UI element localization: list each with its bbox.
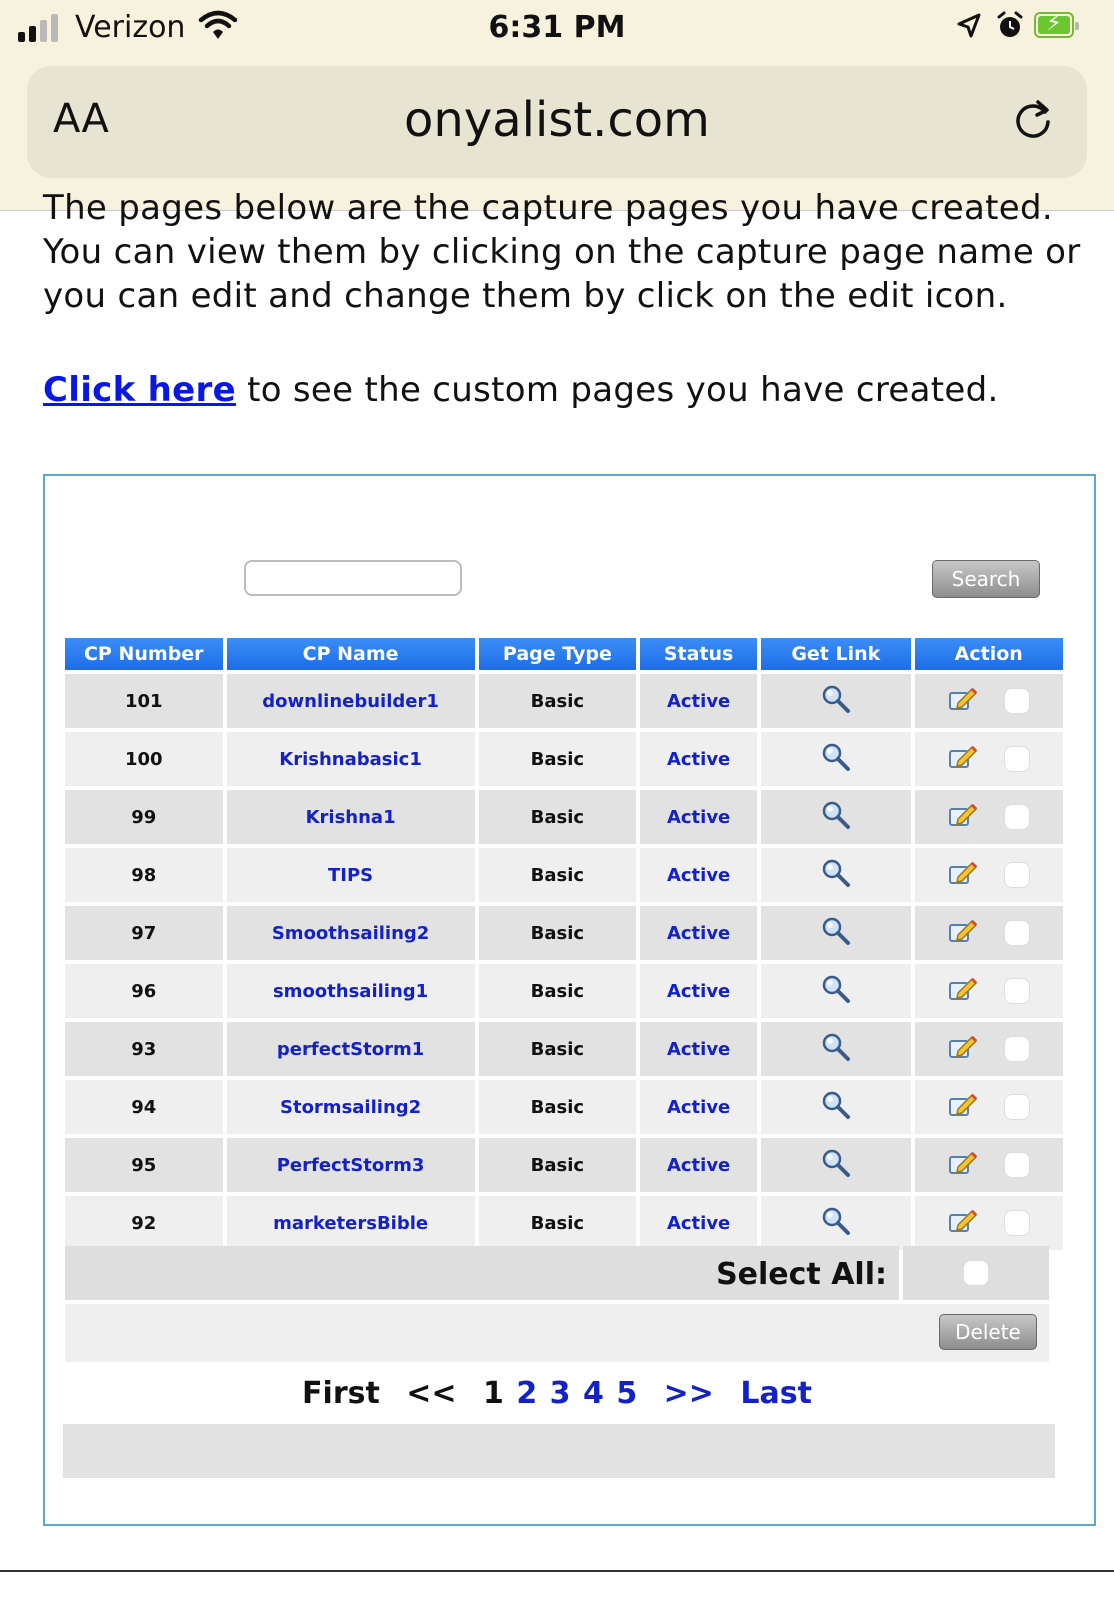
custom-pages-line — [43, 370, 999, 410]
location-arrow-icon — [955, 12, 983, 40]
page-type-cell: Basic — [479, 790, 637, 844]
header-status: Status — [640, 638, 757, 670]
action-cell — [915, 1080, 1063, 1134]
cp-name-link[interactable]: Smoothsailing2 — [271, 922, 430, 944]
cp-number-cell: 100 — [65, 732, 223, 786]
get-link-cell — [761, 906, 910, 960]
select-all-row — [65, 1246, 1049, 1300]
page-type-cell: Basic — [479, 1196, 637, 1250]
cp-name-link[interactable]: marketersBible — [273, 1212, 429, 1234]
pager-page-2[interactable]: 2 — [516, 1376, 538, 1411]
select-all-label: Select All: — [65, 1246, 899, 1300]
row-select-checkbox[interactable] — [1004, 1094, 1030, 1120]
action-cell — [915, 732, 1063, 786]
table-row — [65, 1080, 1063, 1134]
row-select-checkbox[interactable] — [1004, 978, 1030, 1004]
table-row — [65, 1138, 1063, 1192]
magnifier-icon[interactable] — [821, 1046, 851, 1067]
search-input[interactable] — [244, 560, 462, 596]
page-type-cell: Basic — [479, 906, 637, 960]
get-link-cell — [761, 964, 910, 1018]
cp-number-cell: 98 — [65, 848, 223, 902]
cp-number-cell: 97 — [65, 906, 223, 960]
page-type-cell: Basic — [479, 1138, 637, 1192]
action-cell — [915, 674, 1063, 728]
status-cell: Active — [640, 1022, 757, 1076]
cp-name-link[interactable]: Krishnabasic1 — [279, 748, 422, 770]
header-page-type: Page Type — [479, 638, 637, 670]
cp-name-link[interactable]: Krishna1 — [305, 806, 396, 828]
row-select-checkbox[interactable] — [1004, 804, 1030, 830]
page-type-cell: Basic — [479, 964, 637, 1018]
edit-pencil-icon[interactable] — [948, 1149, 978, 1182]
get-link-cell — [761, 732, 910, 786]
row-select-checkbox[interactable] — [1004, 1210, 1030, 1236]
pager-first: First — [302, 1376, 380, 1411]
cp-name-cell — [227, 732, 475, 786]
pager-last[interactable]: Last — [740, 1376, 812, 1411]
table-row — [65, 906, 1063, 960]
edit-pencil-icon[interactable] — [948, 859, 978, 892]
delete-button[interactable]: Delete — [939, 1314, 1037, 1350]
delete-row — [65, 1304, 1049, 1362]
page-type-cell: Basic — [479, 732, 637, 786]
cp-name-link[interactable]: TIPS — [328, 864, 374, 886]
row-select-checkbox[interactable] — [1004, 746, 1030, 772]
pager-next[interactable]: >> — [663, 1376, 714, 1411]
get-link-cell — [761, 674, 910, 728]
get-link-cell — [761, 848, 910, 902]
page-type-cell: Basic — [479, 1022, 637, 1076]
header-action: Action — [915, 638, 1063, 670]
table-row — [65, 790, 1063, 844]
cp-name-cell — [227, 1080, 475, 1134]
status-bar — [0, 0, 1114, 58]
get-link-cell — [761, 790, 910, 844]
magnifier-icon[interactable] — [821, 872, 851, 893]
magnifier-icon[interactable] — [821, 1104, 851, 1125]
table-row — [65, 964, 1063, 1018]
status-cell: Active — [640, 1138, 757, 1192]
search-button[interactable]: Search — [932, 560, 1040, 598]
carrier-name: Verizon — [75, 10, 186, 45]
cp-number-cell: 99 — [65, 790, 223, 844]
magnifier-icon[interactable] — [821, 814, 851, 835]
status-cell: Active — [640, 674, 757, 728]
get-link-cell — [761, 1196, 910, 1250]
pagination — [65, 1364, 1049, 1424]
cp-number-cell: 101 — [65, 674, 223, 728]
table-footer-bar — [63, 1424, 1055, 1478]
cp-name-cell — [227, 790, 475, 844]
clock: 6:31 PM — [488, 10, 626, 45]
row-select-checkbox[interactable] — [1004, 1152, 1030, 1178]
cp-name-link[interactable]: PerfectStorm3 — [276, 1154, 425, 1176]
cp-name-link[interactable]: smoothsailing1 — [272, 980, 429, 1002]
pager-page-3[interactable]: 3 — [549, 1376, 571, 1411]
table-row — [65, 732, 1063, 786]
row-select-checkbox[interactable] — [1004, 920, 1030, 946]
bottom-divider — [0, 1570, 1114, 1572]
edit-pencil-icon[interactable] — [948, 917, 978, 950]
cp-name-cell — [227, 1022, 475, 1076]
edit-pencil-icon[interactable] — [948, 685, 978, 718]
alarm-icon — [996, 11, 1024, 41]
action-cell — [915, 790, 1063, 844]
cp-name-link[interactable]: perfectStorm1 — [276, 1038, 425, 1060]
get-link-cell — [761, 1080, 910, 1134]
cp-name-cell — [227, 674, 475, 728]
edit-pencil-icon[interactable] — [948, 1207, 978, 1240]
address-bar[interactable] — [27, 66, 1087, 178]
cp-name-cell — [227, 1196, 475, 1250]
pager-page-5[interactable]: 5 — [616, 1376, 638, 1411]
select-all-checkbox[interactable] — [963, 1260, 989, 1286]
pager-current: 1 — [483, 1376, 504, 1411]
table-header-row — [65, 638, 1063, 670]
magnifier-icon[interactable] — [821, 930, 851, 951]
click-here-link[interactable]: Click here — [43, 370, 236, 410]
cp-name-link[interactable]: Stormsailing2 — [280, 1096, 422, 1118]
pager-prev: << — [406, 1376, 457, 1411]
magnifier-icon[interactable] — [821, 1220, 851, 1241]
header-cp-name: CP Name — [227, 638, 475, 670]
cp-number-cell: 93 — [65, 1022, 223, 1076]
edit-pencil-icon[interactable] — [948, 1033, 978, 1066]
cp-number-cell: 96 — [65, 964, 223, 1018]
battery-icon: ⚡ — [1034, 12, 1074, 38]
cp-number-cell: 92 — [65, 1196, 223, 1250]
cp-name-cell — [227, 848, 475, 902]
magnifier-icon[interactable] — [821, 698, 851, 719]
magnifier-icon[interactable] — [821, 988, 851, 1009]
edit-pencil-icon[interactable] — [948, 1091, 978, 1124]
cp-number-cell: 95 — [65, 1138, 223, 1192]
header-get-link: Get Link — [761, 638, 910, 670]
intro-paragraph: The pages below are the capture pages you have created. You can view them by clicking on the capture page name or you can edit and change them by click on the edit icon. — [43, 188, 1081, 316]
get-link-cell — [761, 1138, 910, 1192]
status-cell: Active — [640, 1196, 757, 1250]
text-size-button[interactable]: AA — [53, 96, 109, 142]
action-cell — [915, 1196, 1063, 1250]
cp-name-cell — [227, 906, 475, 960]
capture-pages-table — [61, 634, 1067, 1254]
cp-name-cell — [227, 1138, 475, 1192]
status-cell: Active — [640, 732, 757, 786]
url-text[interactable]: onyalist.com — [404, 92, 710, 148]
cp-name-link[interactable]: downlinebuilder1 — [262, 690, 439, 712]
page-type-cell: Basic — [479, 674, 637, 728]
edit-pencil-icon[interactable] — [948, 743, 978, 776]
header-cp-number: CP Number — [65, 638, 223, 670]
row-select-checkbox[interactable] — [1004, 688, 1030, 714]
status-cell: Active — [640, 848, 757, 902]
edit-pencil-icon[interactable] — [948, 975, 978, 1008]
magnifier-icon[interactable] — [821, 1162, 851, 1183]
get-link-cell — [761, 1022, 910, 1076]
page-type-cell: Basic — [479, 1080, 637, 1134]
status-cell: Active — [640, 906, 757, 960]
page-type-cell: Basic — [479, 848, 637, 902]
action-cell — [915, 848, 1063, 902]
cp-number-cell: 94 — [65, 1080, 223, 1134]
cp-name-cell — [227, 964, 475, 1018]
row-select-checkbox[interactable] — [1004, 1036, 1030, 1062]
status-cell: Active — [640, 1080, 757, 1134]
action-cell — [915, 906, 1063, 960]
capture-pages-panel — [43, 474, 1096, 1526]
reload-icon[interactable] — [1010, 96, 1056, 142]
magnifier-icon[interactable] — [821, 756, 851, 777]
table-row — [65, 674, 1063, 728]
action-cell — [915, 964, 1063, 1018]
action-cell — [915, 1138, 1063, 1192]
row-select-checkbox[interactable] — [1004, 862, 1030, 888]
action-cell — [915, 1022, 1063, 1076]
table-row — [65, 1022, 1063, 1076]
pager-page-4[interactable]: 4 — [583, 1376, 604, 1411]
status-cell: Active — [640, 964, 757, 1018]
edit-pencil-icon[interactable] — [948, 801, 978, 834]
table-row — [65, 1196, 1063, 1250]
status-cell: Active — [640, 790, 757, 844]
table-row — [65, 848, 1063, 902]
custom-pages-text: to see the custom pages you have created. — [235, 370, 999, 410]
